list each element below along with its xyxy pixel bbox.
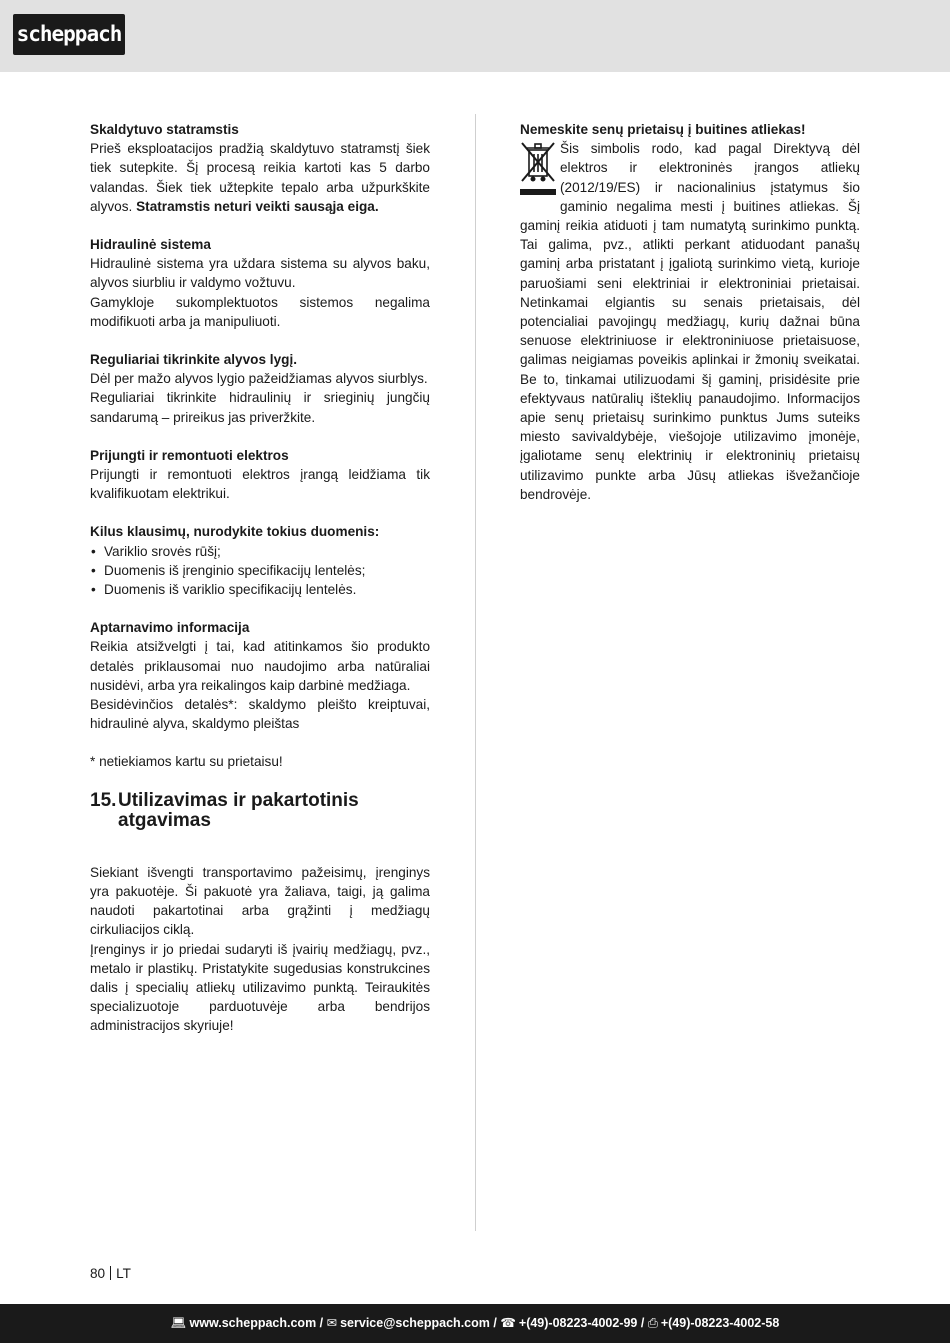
list-item: • Duomenis iš variklio specifikacijų lentelės.: [90, 580, 430, 599]
section15-body: [90, 863, 430, 1036]
website-text: www.scheppach.com /: [189, 1316, 324, 1330]
fax-icon: ⎙: [647, 1316, 658, 1330]
section-heading: Reguliariai tikrinkite alyvos lygį.: [90, 352, 298, 368]
section-heading: Hidraulinė sistema: [90, 237, 211, 253]
paragraph: [90, 139, 430, 216]
separator: [110, 1266, 111, 1280]
section-heading: Nemeskite senų prietaisų į buitines atliekas!: [520, 122, 806, 137]
paragraph: Šis simbolis rodo, kad pagal Direktyvą dėl elektros ir elektroninės įrangos atliekų (2012/19/ES) ir nacionalinius įstatymus šio gaminio negalima mesti į buitines atliekas. Šį gaminį reikia atiduoti į tam numatytą surinkimo punktą. Tai galima, pvz., atlikti perkant atiduodant panašų gaminį arba pristatant į įgaliotą surinkimo vietą, kurioje paruošiami seni elektriniai ir elektroniniai prietaisai. Netinkamai elgiantis su senais prietaisais, dėl potencialiai pavojingų medžiagų, kurių dažnai būna senuose elektriniuose ir elektroniniuose prietaisuose, galimas neigiamas poveikis aplinkai ir žmonių sveikatai. Be to, tinkamai utilizuodami šį gaminį, prisidėsite prie efektyvaus natūralių išteklių panaudojimo. Informacijos apie senų prietaisų surinkimo punktus Jums suteiks miesto savivaldybėje, viešojoje utilizavimo įmonėje, įgaliotame senų elektrinių ir elektroninių prietaisų utilizavimo punkte arba Jūsų atliekas išvežančioje bendrovėje.: [520, 141, 860, 502]
mail-icon: ✉︎: [326, 1316, 338, 1330]
paragraph: Gamykloje sukomplektuotos sistemos negalima modifikuoti arba ja manipuliuoti.: [90, 294, 430, 329]
language-code: LT: [116, 1266, 131, 1281]
page-footer: [0, 1304, 950, 1343]
warning-text: Statramstis neturi veikti sausąja eiga.: [136, 198, 379, 214]
paragraph: Hidraulinė sistema yra uždara sistema su alyvos baku, alyvos siurbliu ir valdymo vožtuvu.: [90, 256, 430, 291]
section-heading: Aptarnavimo informacija: [90, 620, 250, 636]
page-number: [90, 1265, 131, 1283]
section-heading: Skaldytuvo statramstis: [90, 122, 239, 137]
body-text: Prieš eksploatacijos pradžią skaldytuvo statramstį šiek tiek sutepkite. Šį procesą reikia kartoti kas 5 darbo valandas. Šiek tiek užtepkite tepalo arba užpurkškite alyvos.: [90, 141, 430, 214]
paragraph: Įrenginys ir jo priedai sudaryti iš įvairių medžiagų, pvz., metalo ir plastikų. Pristatykite sugedusias konstrukcines dalis į specialių atliekų utilizavimo punktą. Teiraukitės specializuotoje parduotuvėje arba bendrijos administracijos skyriuje!: [90, 941, 430, 1034]
list-item: • Variklio srovės rūšį;: [90, 542, 430, 561]
chapter-heading: [90, 791, 430, 831]
scheppach-logo: scheppach: [13, 14, 125, 55]
statramstis-section: [90, 120, 430, 216]
alyva-section: [90, 350, 430, 427]
chapter-number: 15.: [90, 789, 117, 811]
list-item: • Duomenis iš įrenginio specifikacijų lentelės;: [90, 561, 430, 580]
phone-text: +(49)-08223-4002-99 /: [518, 1316, 645, 1330]
footnote: [90, 752, 430, 771]
left-column: [90, 120, 430, 1036]
paragraph: Prijungti ir remontuoti elektros įrangą leidžiama tik kvalifikuotam elektrikui.: [90, 467, 430, 502]
chapter-title: Utilizavimas ir pakartotinis atgavimas: [118, 789, 359, 831]
fax-text: +(49)-08223-4002-58: [660, 1316, 780, 1330]
hidraulika-section: [90, 235, 430, 331]
footnote-text: * netiekiamos kartu su prietaisu!: [90, 754, 283, 770]
column-divider: [475, 114, 476, 1231]
elektra-section: [90, 446, 430, 504]
bullet-list: [90, 542, 430, 600]
computer-icon: 💻︎: [170, 1316, 187, 1330]
email-text: service@scheppach.com /: [340, 1316, 497, 1330]
paragraph: Reikia atsižvelgti į tai, kad atitinkamos šio produkto detalės priklausomai nuo naudojimo arba natūraliai nusidėvi, arba yra reikalingos kaip darbinė medžiaga.: [90, 639, 430, 693]
section-heading: Prijungti ir remontuoti elektros: [90, 447, 289, 463]
right-column: [520, 120, 860, 504]
paragraph: Reguliariai tikrinkite hidraulinių ir srieginių jungčių sandarumą – prireikus jas priveržkite.: [90, 390, 430, 425]
section-heading: Kilus klausimų, nurodykite tokius duomenis:: [90, 524, 380, 540]
aptarnavimas-section: [90, 618, 430, 733]
paragraph: Dėl per mažo alyvos lygio pažeidžiamas alyvos siurblys.: [90, 371, 428, 387]
page-number-value: 80: [90, 1266, 106, 1281]
phone-icon: ☎︎: [500, 1316, 516, 1330]
weee-block: [520, 139, 860, 504]
page-header: [0, 0, 950, 72]
crossed-bin-icon: [520, 141, 556, 197]
klausimai-section: [90, 522, 430, 599]
paragraph: Siekiant išvengti transportavimo pažeisimų, įrenginys yra pakuotėje. Ši pakuotė yra žaliava, taigi, ją galima naudoti pakartotinai arba grąžinti į medžiagų cirkuliacijos ciklą.: [90, 864, 430, 938]
paragraph: Besidėvinčios detalės*: skaldymo pleišto kreiptuvai, hidraulinė alyva, skaldymo pleištas: [90, 697, 430, 732]
